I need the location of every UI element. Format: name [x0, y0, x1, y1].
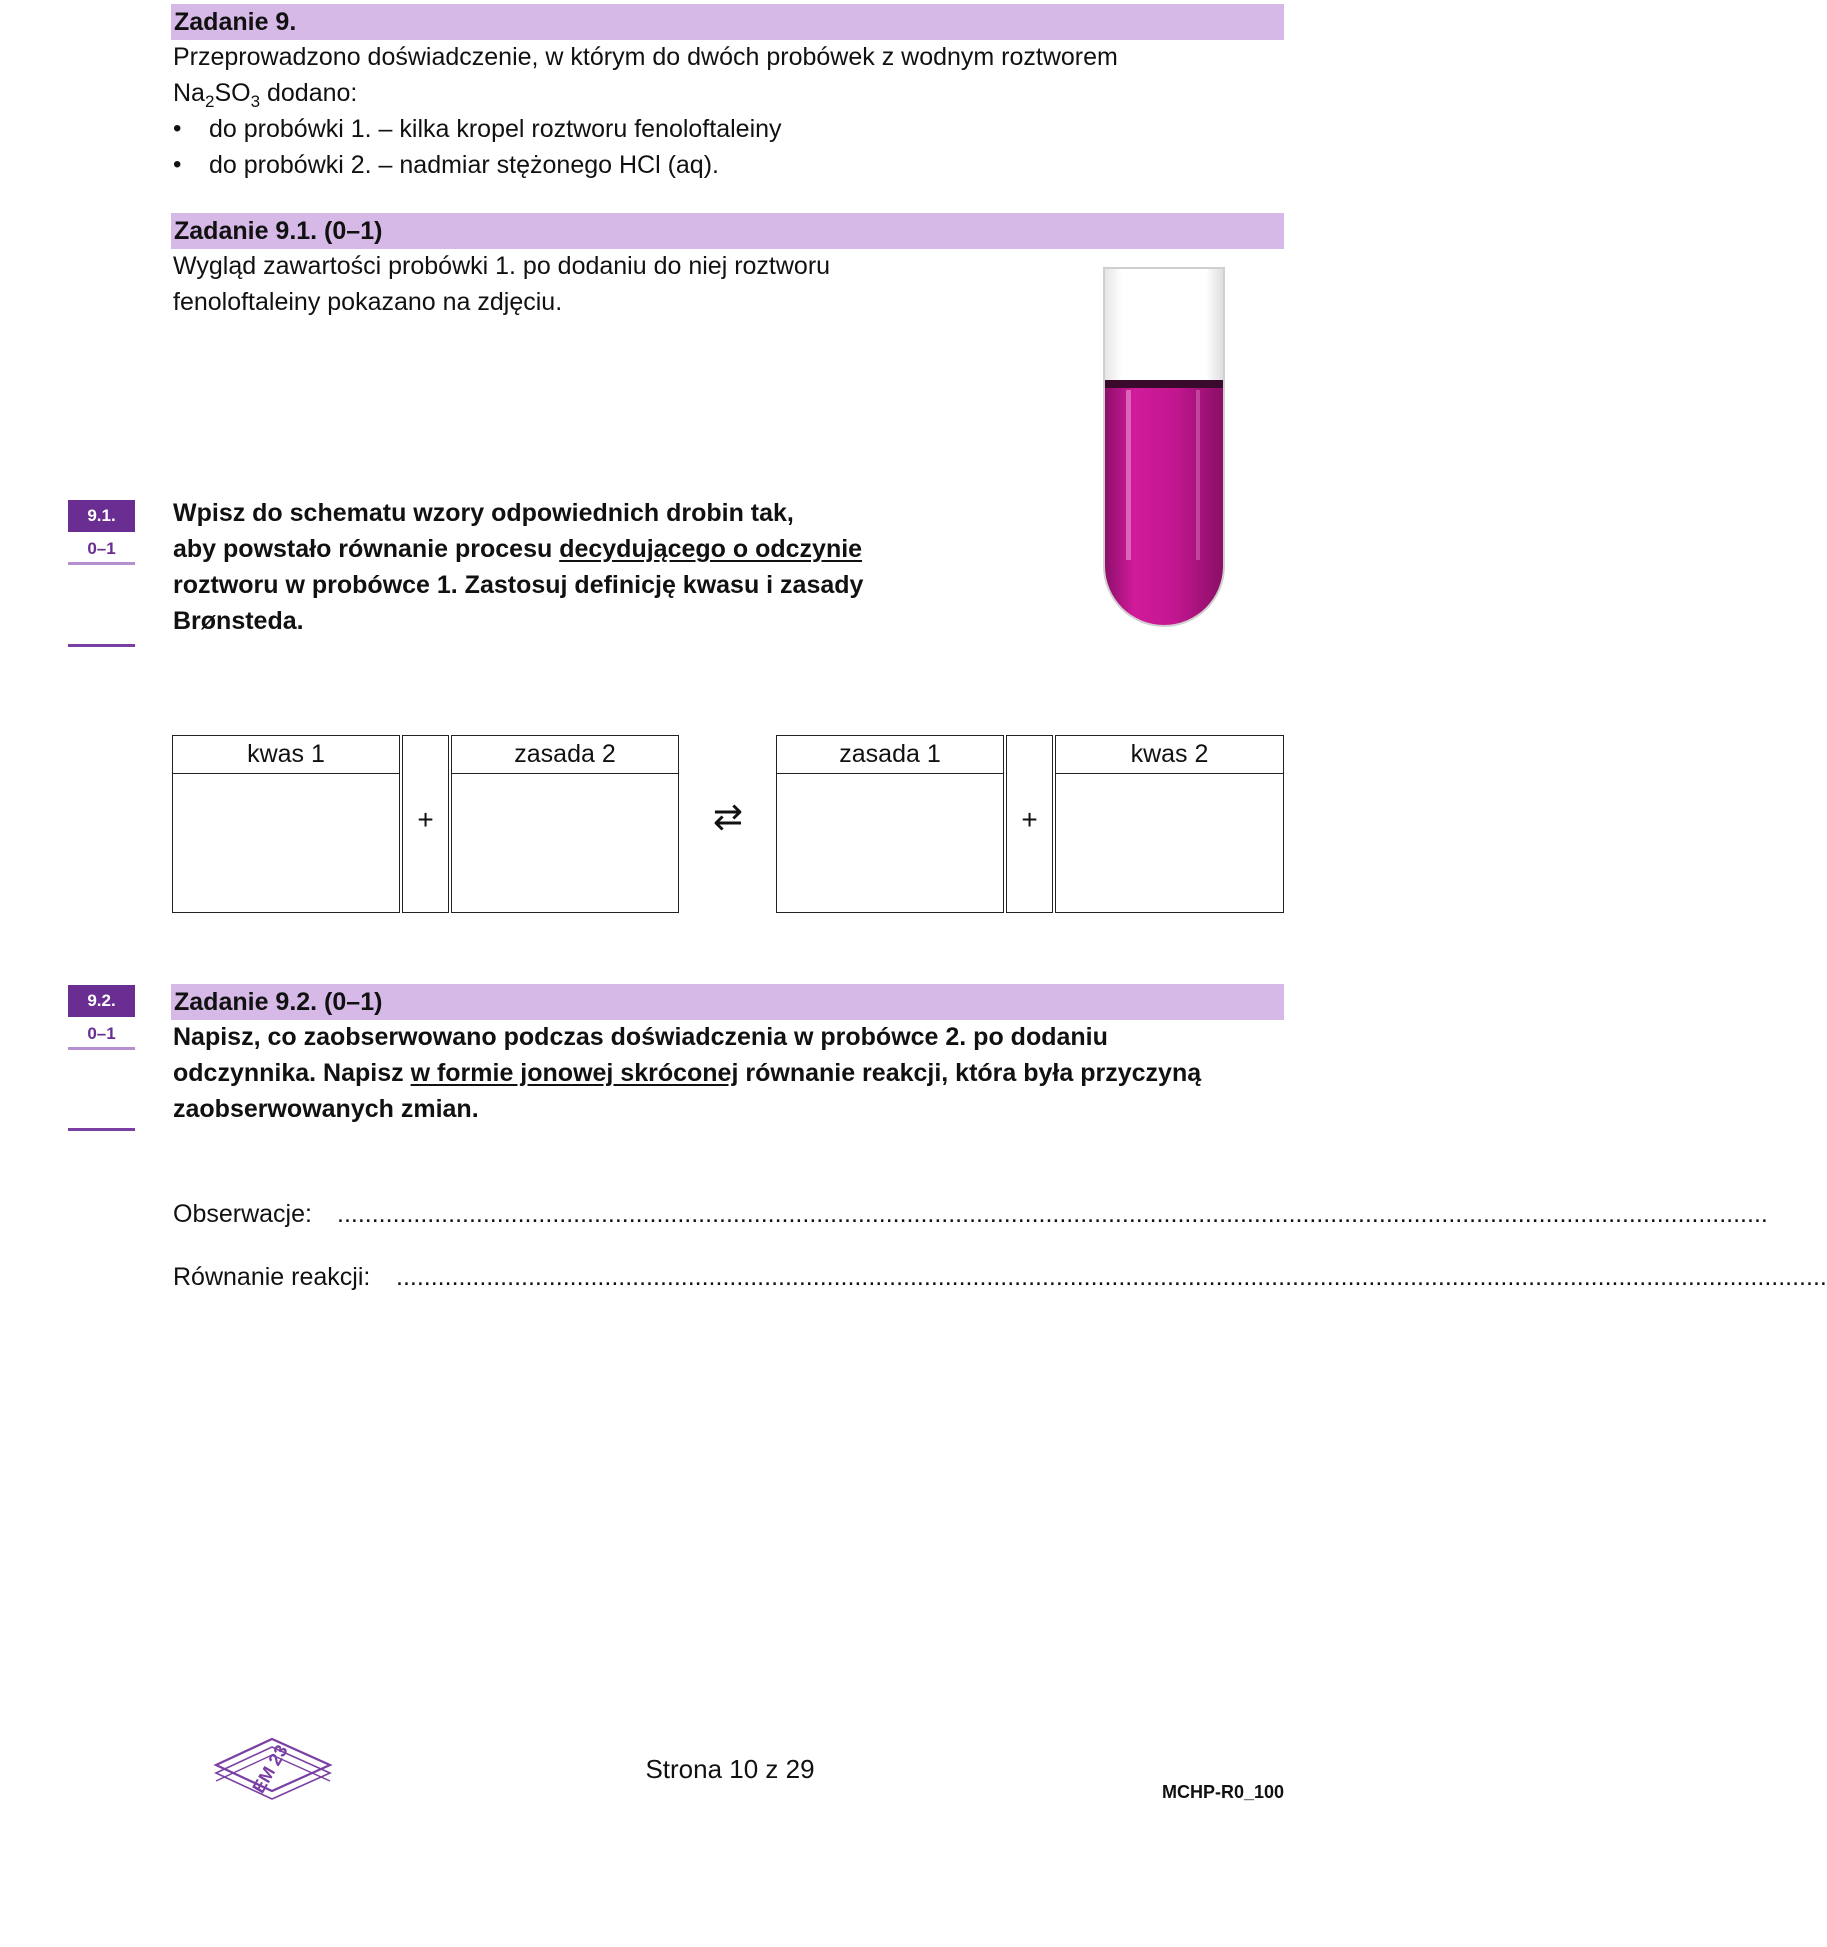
- exam-code: MCHP-R0_100: [1161, 1782, 1284, 1802]
- task92-instruction-line3: zaobserwowanych zmian.: [173, 1095, 479, 1123]
- task91-desc-line1: Wygląd zawartości probówki 1. po dodaniu do niej roztworu: [173, 252, 831, 280]
- task9-intro-line2: $Na_2SO_3$ dodano:: [173, 79, 358, 111]
- box-label: kwas 2: [1056, 736, 1283, 774]
- bullet-item: • do probówki 2. – nadmiar stężonego HCl (aq).: [173, 147, 782, 183]
- task92-badge-points: 0–1: [68, 1018, 135, 1050]
- equilibrium-arrow-icon: ⇄: [712, 796, 744, 837]
- bullet-item: • do probówki 1. – kilka kropel roztworu fenoloftaleiny: [173, 111, 782, 147]
- task9-header: Zadanie 9.: [171, 4, 1284, 40]
- task91-badge-points: 0–1: [68, 533, 135, 565]
- task92-instruction-line1: Napisz, co zaobserwowano podczas doświadczenia w probówce 2. po dodaniu: [173, 1023, 1108, 1051]
- box-zasada-2[interactable]: [451, 735, 679, 913]
- reaction-equation-answer-line[interactable]: ..............................................................................................................................................................................................................: [396, 1263, 1827, 1291]
- task92-badge-number: 9.2.: [68, 985, 135, 1017]
- task92-header: Zadanie 9.2. (0–1): [171, 984, 1284, 1020]
- box-zasada-1[interactable]: [776, 735, 1004, 913]
- task91-instruction-line2: aby powstało równanie procesu decydującego o odczynie: [173, 535, 863, 563]
- plus-sign: +: [1021, 804, 1038, 835]
- test-tube-image: [1096, 266, 1232, 624]
- task92-instruction-line2: odczynnika. Napisz w formie jonowej skróconej równanie reakcji, która była przyczyną: [173, 1059, 1202, 1087]
- task9-intro-line1: Przeprowadzono doświadczenie, w którym do dwóch probówek z wodnym roztworem: [173, 43, 1118, 71]
- task91-badge-number: 9.1.: [68, 500, 135, 532]
- task91-score-line: [68, 644, 135, 647]
- page-number: Strona 10 z 29: [645, 1754, 815, 1784]
- task91-instruction-line1: Wpisz do schematu wzory odpowiednich drobin tak,: [173, 499, 794, 527]
- cke-logo-icon: [212, 1735, 338, 1801]
- reaction-equation-label: Równanie reakcji:: [173, 1263, 371, 1291]
- task91-desc-line2: fenoloftaleiny pokazano na zdjęciu.: [173, 288, 563, 316]
- task91-header: Zadanie 9.1. (0–1): [171, 213, 1284, 249]
- logo-text: EM 23: [248, 1741, 292, 1797]
- box-label: zasada 1: [777, 736, 1003, 774]
- plus-sign: +: [417, 804, 434, 835]
- box-label: zasada 2: [452, 736, 678, 774]
- task9-bullet-list: [173, 111, 782, 183]
- task91-instruction-line3: roztworu w probówce 1. Zastosuj definicję kwasu i zasady: [173, 571, 864, 599]
- task91-instruction-line4: Brønsteda.: [173, 607, 304, 635]
- box-kwas-1[interactable]: [172, 735, 400, 913]
- box-kwas-2[interactable]: [1055, 735, 1284, 913]
- box-label: kwas 1: [173, 736, 399, 774]
- observations-answer-line[interactable]: ..............................................................................................................................................................................................................: [337, 1200, 1768, 1228]
- observations-label: Obserwacje:: [173, 1200, 312, 1228]
- task92-score-line: [68, 1128, 135, 1131]
